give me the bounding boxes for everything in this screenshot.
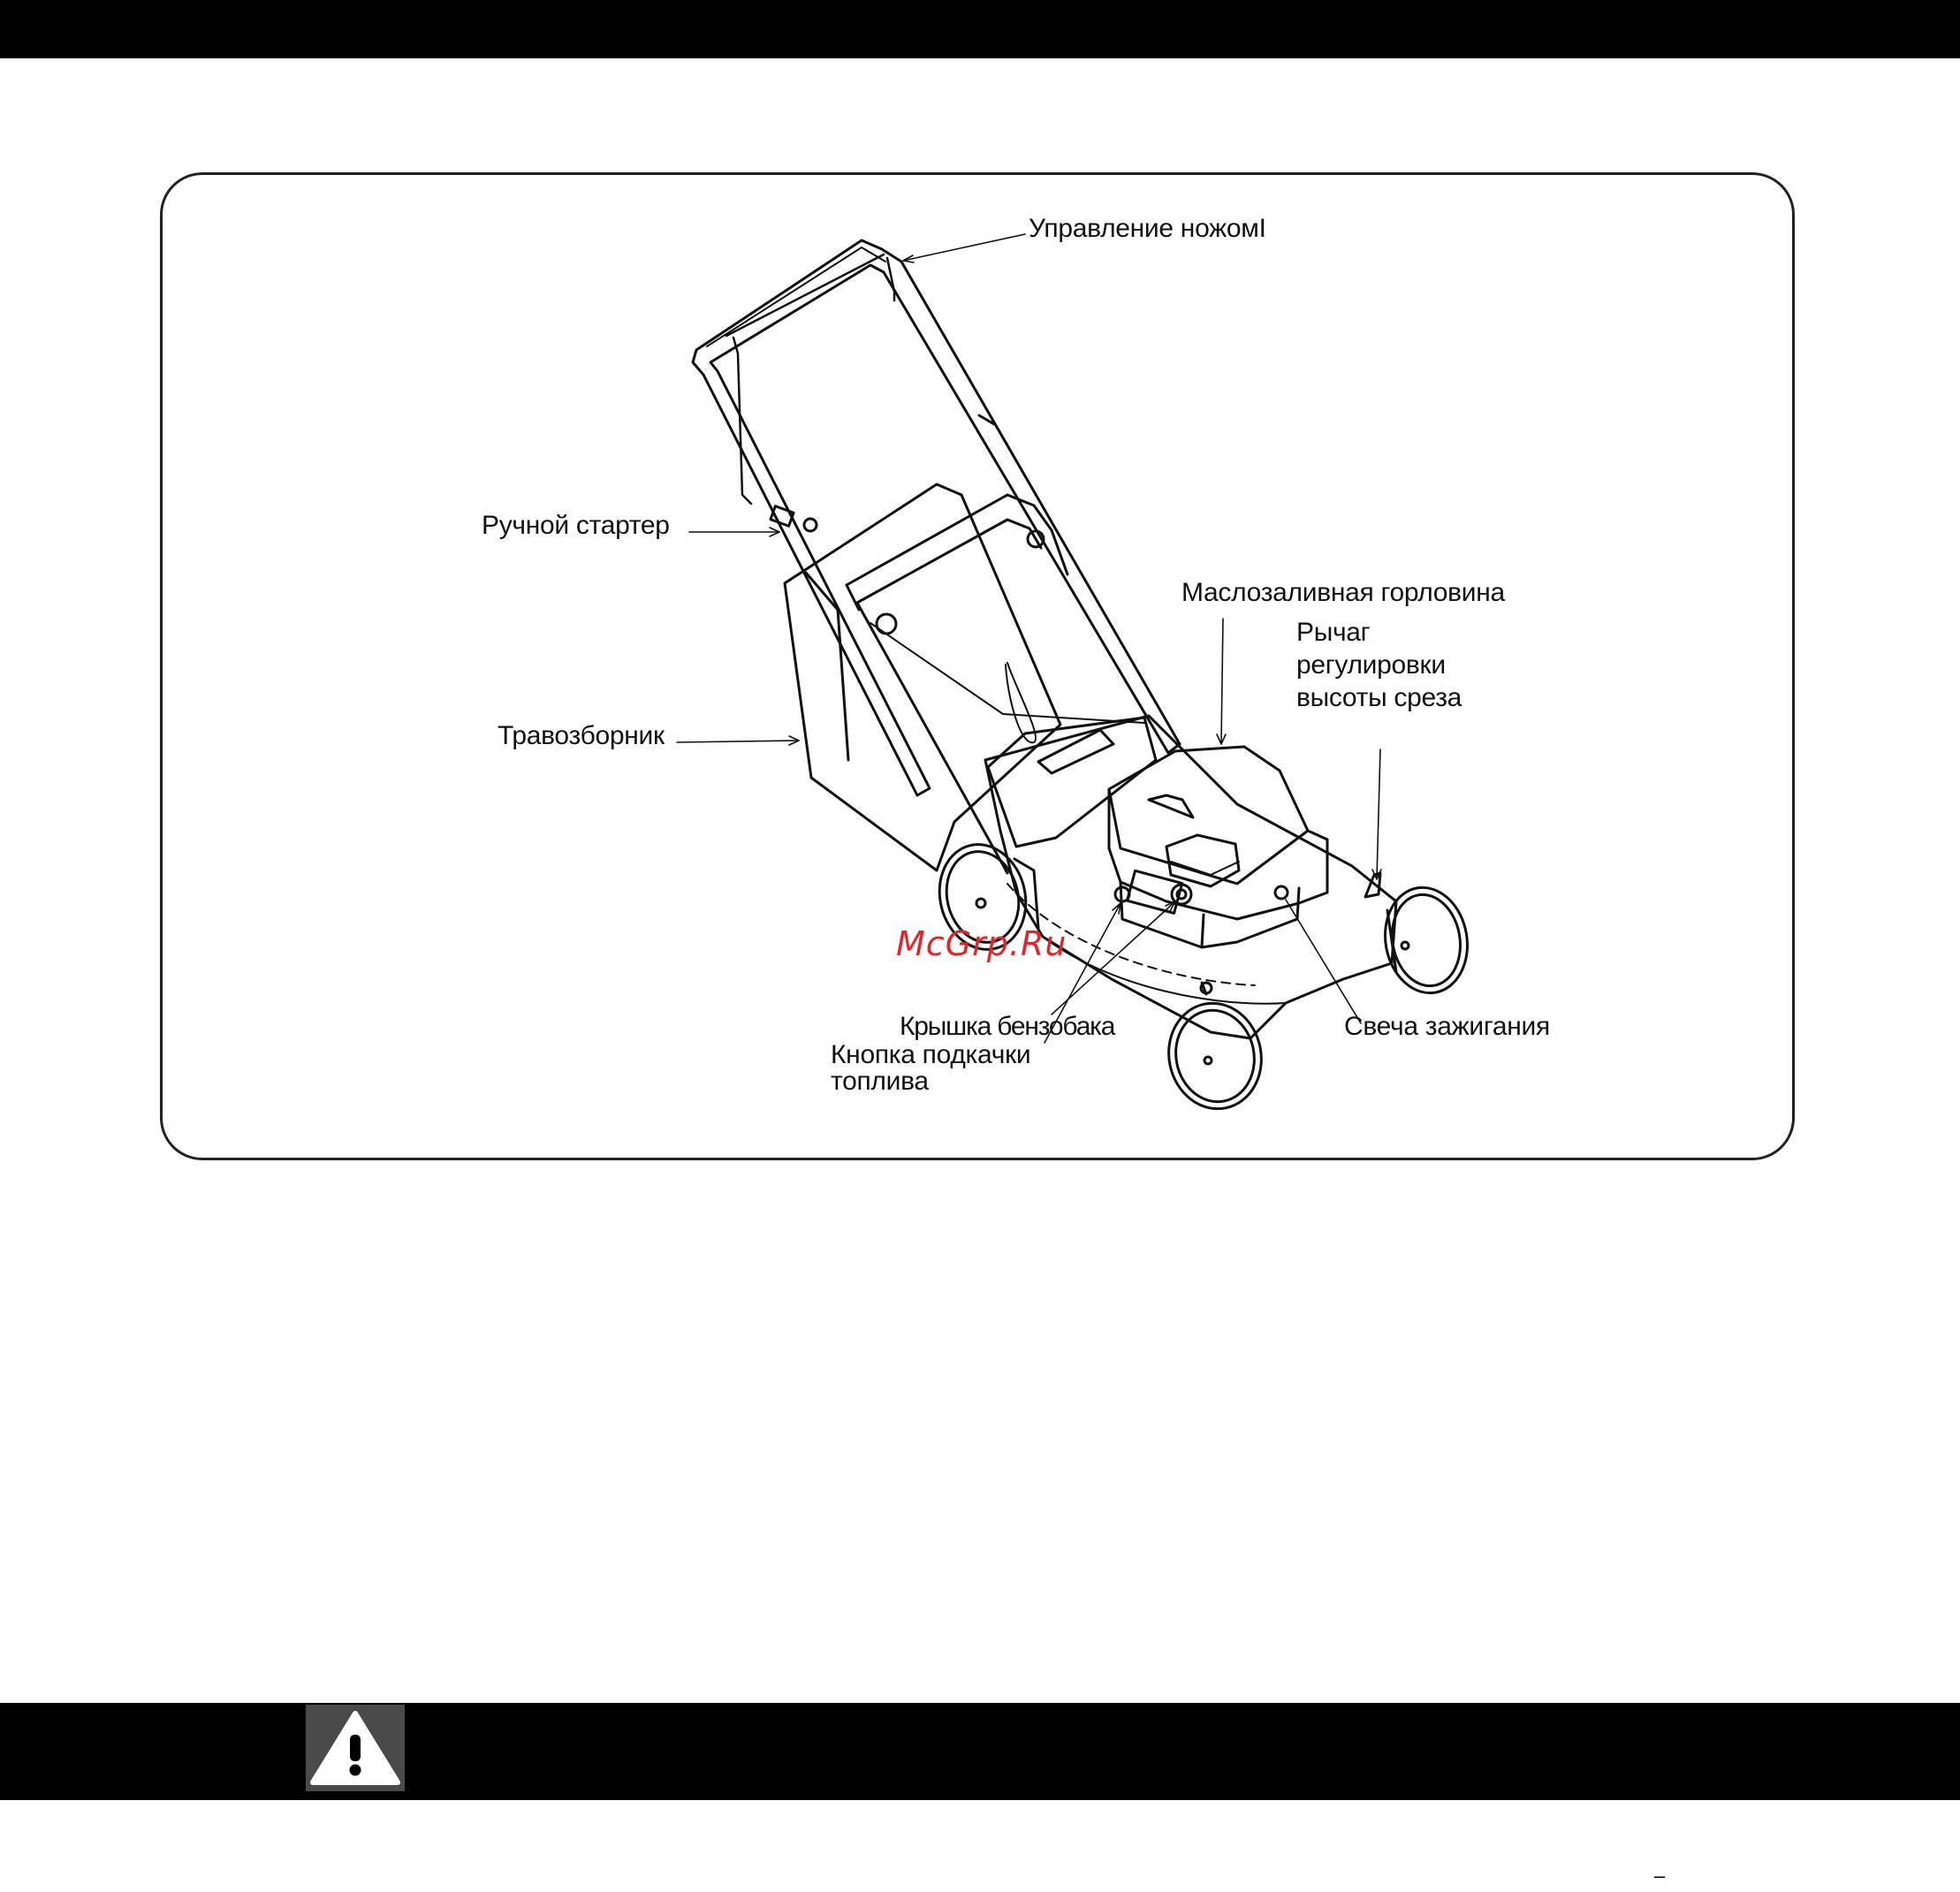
label-fuel-cap: Крышка бензобака: [900, 1012, 1115, 1041]
warning-triangle-icon: [306, 1705, 405, 1791]
leader-fuel-cap: [1052, 901, 1175, 1014]
label-manual-starter: Ручной стартер: [482, 511, 670, 540]
label-grass-catcher: Травозборник: [498, 721, 665, 750]
page-mark: –: [1654, 1865, 1666, 1887]
label-height-lever-line-1: Рычаг: [1296, 618, 1371, 647]
leader-oil-filler: [1221, 619, 1223, 744]
bottom-black-bar: [0, 1703, 1960, 1800]
label-oil-filler: Маслозаливная горловина: [1181, 578, 1505, 607]
blade-control-bail: [726, 255, 894, 504]
leader-grass-catcher: [677, 741, 799, 742]
handle-outer: [693, 240, 1180, 795]
leader-blade-control: [903, 234, 1025, 261]
label-blade-control: Управление ножомI: [1029, 214, 1266, 243]
label-primer-line-2: топлива: [831, 1067, 929, 1096]
watermark: McGrp.Ru: [896, 924, 1067, 963]
label-height-lever-line-3: высоты среза: [1296, 683, 1462, 712]
label-spark-plug: Свеча зажигания: [1344, 1012, 1550, 1041]
mower-deck: [985, 716, 1396, 1038]
label-primer-line-1: Кнопка подкачки: [831, 1040, 1031, 1069]
leader-spark-plug: [1286, 900, 1361, 1023]
label-height-lever-line-2: регулировки: [1296, 650, 1446, 680]
leader-height-lever: [1377, 749, 1380, 879]
